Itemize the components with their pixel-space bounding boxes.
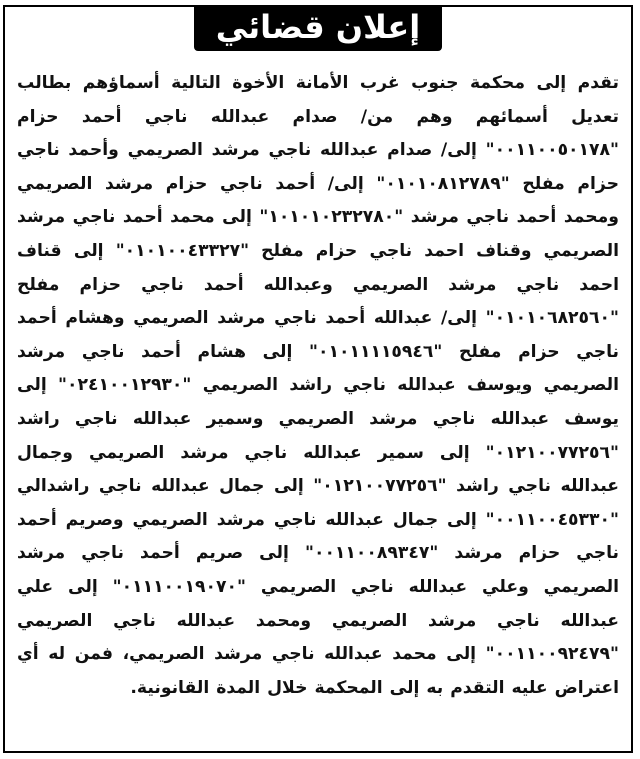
judicial-notice bbox=[3, 5, 633, 753]
notice-body: تقدم إلى محكمة جنوب غرب الأمانة الأخوة التالية أسماؤهم بطالب تعديل أسمائهم وهم من/ صدام عبدالله ناجي أحمد حزام "٠٠١١٠٠٥٠١٧٨" إلى/ صدام عبدالله ناجي مرشد الصريمي وأحمد ناجي حزام مفلح "٠١٠١٠٨١٢٧٨٩" إلى/ أحمد ناجي حزام مرشد الصريمي ومحمد أحمد ناجي مرشد "١٠١٠١٠٢٣٢٧٨٠" إلى محمد أحمد ناجي مرشد الصريمي وقناف احمد ناجي حزام مفلح "٠١٠١٠٠٤٣٣٢٧" إلى قناف احمد ناجي مرشد الصريمي وعبدالله أحمد ناجي حزام مفلح "٠١٠١٠٦٨٢٥٦٠" إلى/ عبدالله أحمد ناجي مرشد الصريمي وهشام أحمد ناجي حزام مفلح "٠١٠١١١١٥٩٤٦" إلى هشام أحمد ناجي مرشد الصريمي ويوسف عبدالله ناجي راشد الصريمي "٠٢٤١٠٠١٢٩٣٠" إلى يوسف عبدالله ناجي مرشد الصريمي وسمير عبدالله ناجي راشد "٠١٢١٠٠٧٧٢٥٦" إلى سمير عبدالله ناجي مرشد الصريمي وجمال عبدالله ناجي راشد "٠١٢١٠٠٧٧٢٥٦" إلى جمال عبدالله ناجي راشدالي "٠٠١١٠٠٤٥٣٣٠" إلى جمال عبدالله ناجي مرشد الصريمي وصريم أحمد ناجي حزام مرشد "٠٠١١٠٠٨٩٣٤٧" إلى صريم أحمد ناجي مرشد الصريمي وعلي عبدالله ناجي الصريمي "٠١١١٠٠١٩٠٧٠" إلى علي عبدالله ناجي مرشد الصريمي ومحمد عبدالله ناجي الصريمي "٠٠١١٠٠٩٢٤٧٩" إلى محمد عبدالله ناجي مرشد الصريمي، فمن له أي اعتراض عليه التقدم به إلى المحكمة خلال المدة القانونية. bbox=[17, 73, 619, 698]
title-bar bbox=[5, 7, 631, 59]
notice-title: إعلان قضائي bbox=[194, 5, 442, 51]
